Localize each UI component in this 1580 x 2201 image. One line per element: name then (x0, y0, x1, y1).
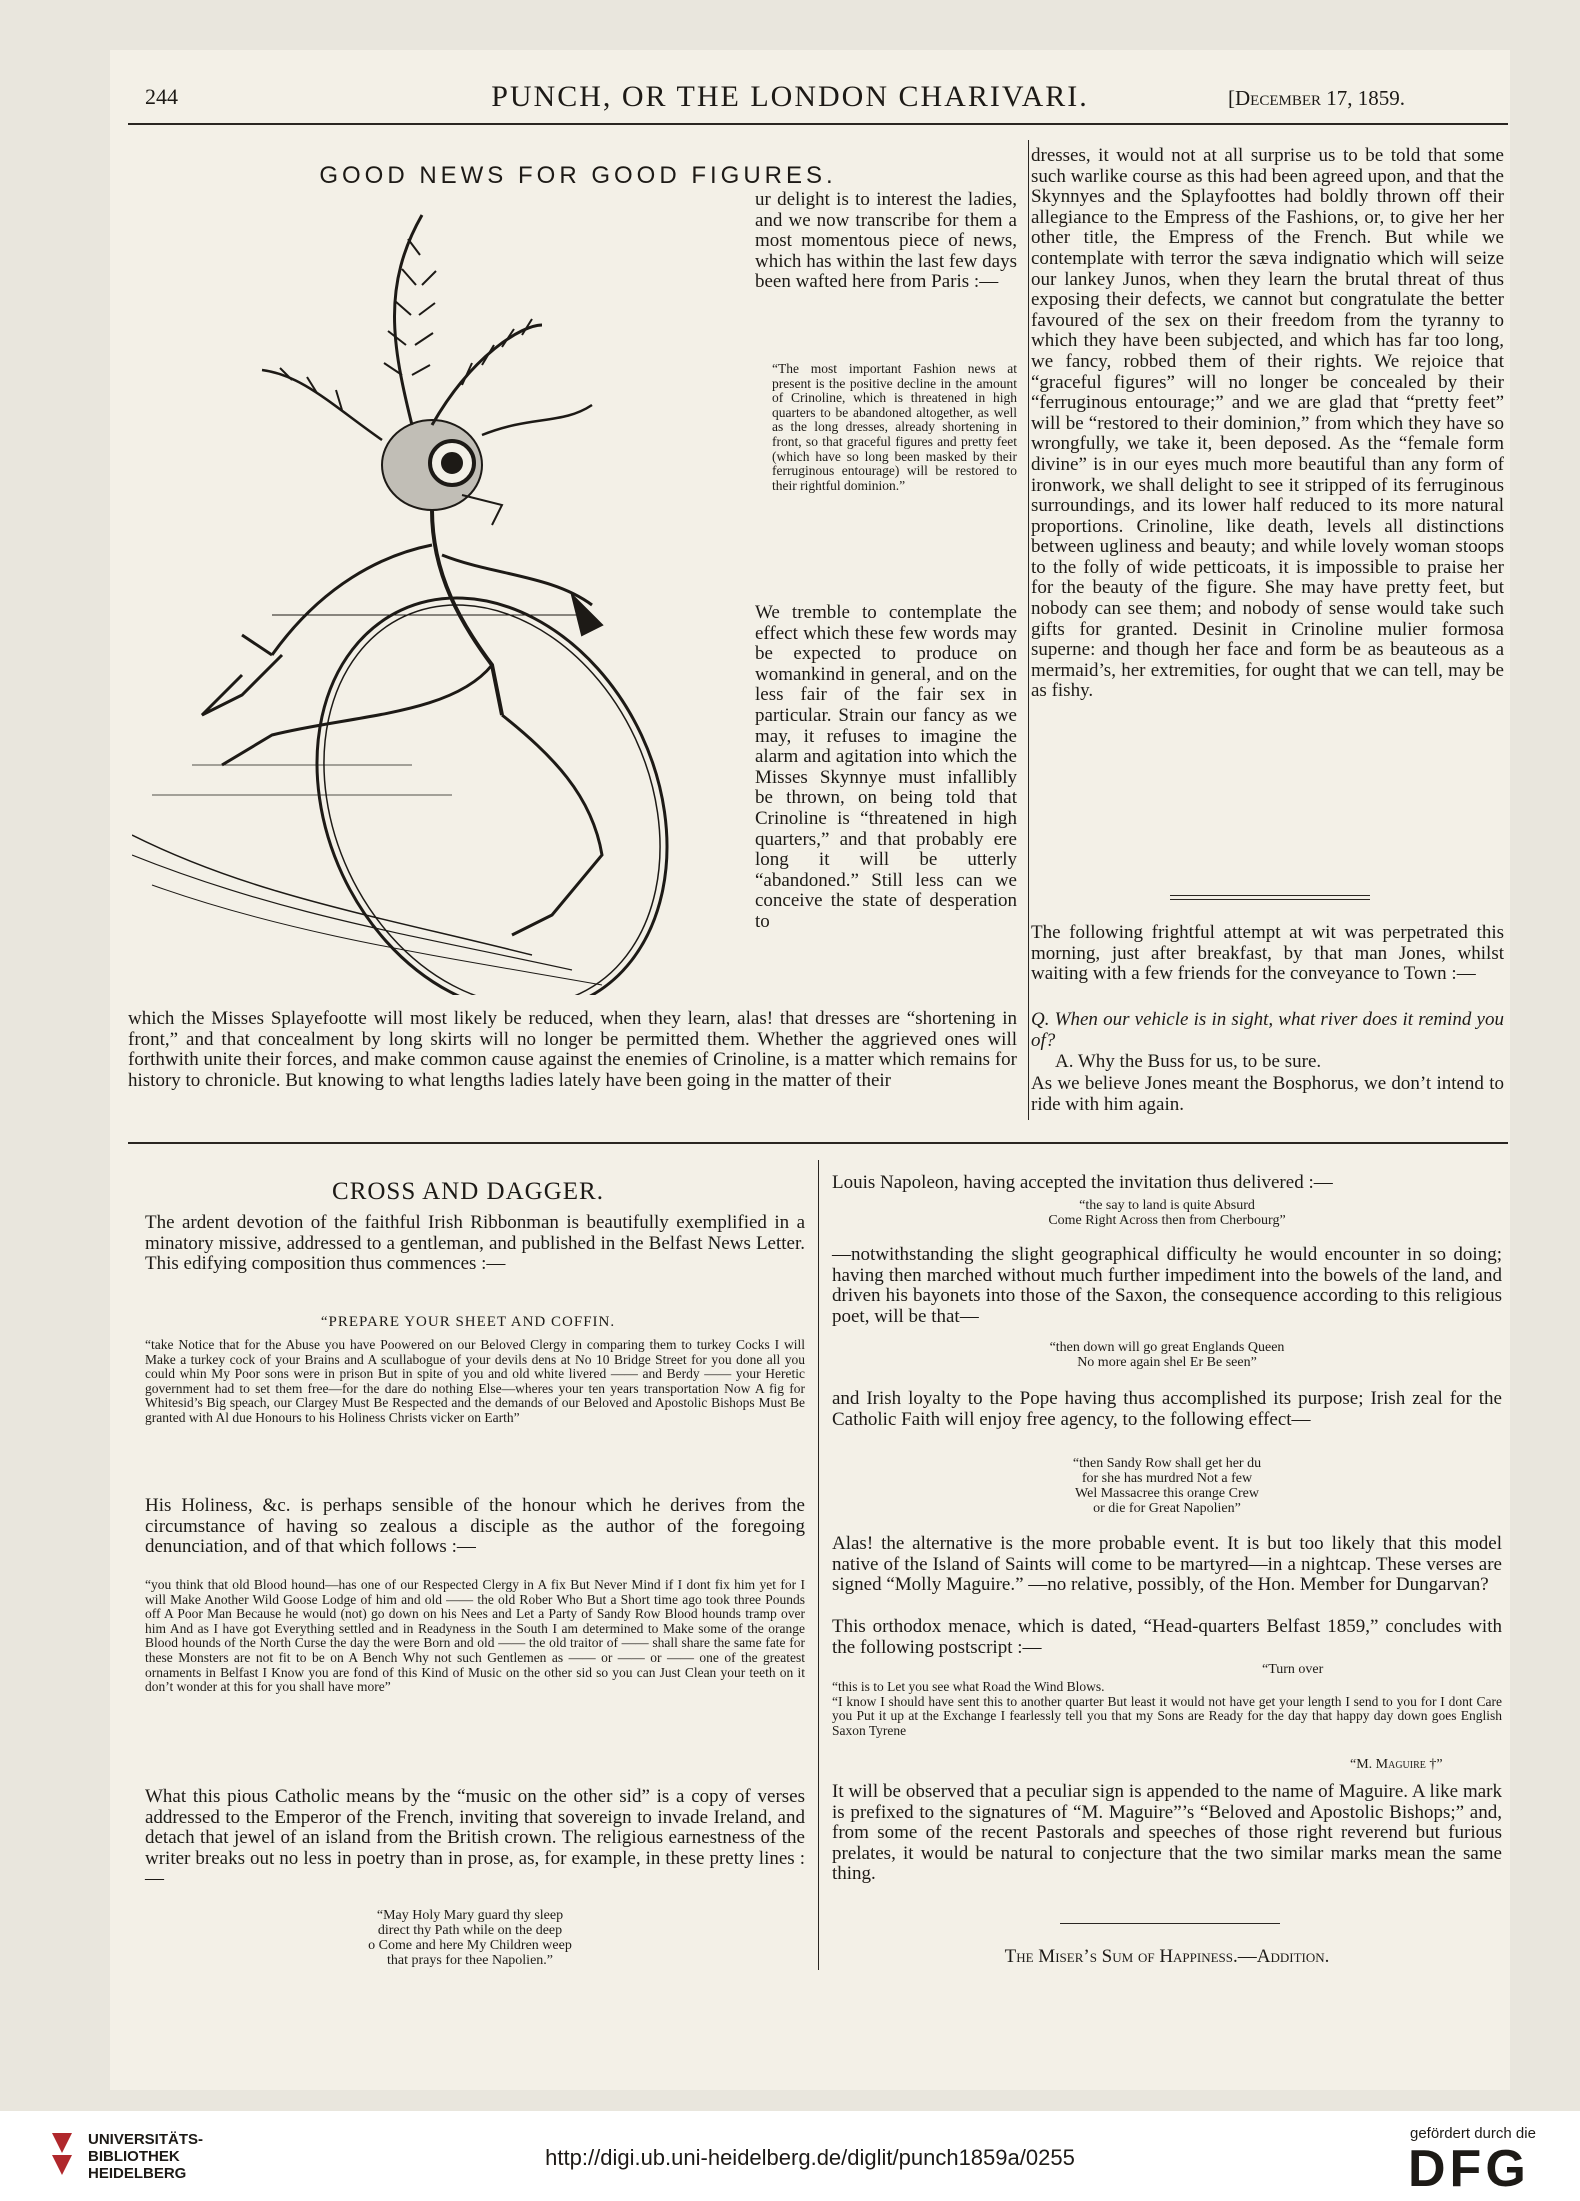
article2-para7: Alas! the alternative is the more probable event. It is but too likely that this model native of the Island of Saints will come to be martyred—in a nightcap. These verses are signed “Molly Maguire.” —no relative, possibly, of the Hon. Member for Dungarvan? (832, 1533, 1502, 1596)
joke-intro: The following frightful attempt at wit was perpetrated this morning, just after breakfast, by that man Jones, whilst waiting with a few friends for the conveyance to Town :— (1031, 922, 1504, 985)
permalink-url[interactable]: http://digi.ub.uni-heidelberg.de/diglit/punch1859a/0255 (545, 2145, 1075, 2170)
verse-napolien: “May Holy Mary guard thy sleep direct thy Path while on the deep o Come and here My Children weep that prays for thee Napolien.” (368, 1908, 572, 1968)
separator-short (1170, 895, 1370, 896)
article2-para5: —notwithstanding the slight geographical difficulty he would encounter in so doing; having then marched without much further impediment into the bowels of the land, and driven his bayonets into those of the Saxon, the consequence according to this religious poet, will be that— (832, 1244, 1502, 1327)
article2-para4: Louis Napoleon, having accepted the invitation thus delivered :— (832, 1172, 1333, 1193)
column-rule-top (1028, 140, 1029, 1120)
separator-miser (1060, 1923, 1280, 1924)
article1-quote: “The most important Fashion news at present is the positive decline in the amount of Crinoline, which is threatened in high quarters to be abandoned altogether, as well as the long dresses, already shortening in front, so that graceful figures and pretty feet (which have so long been masked by their ferruginous entourage) will be restored to their rightful dominion.” (772, 361, 1017, 493)
article2-para2: His Holiness, &c. is perhaps sensible of the honour which he derives from the circumstance of having so zealous a disciple as the author of the foregoing denunciation, and of that which follows :— (145, 1495, 805, 1558)
article-title-good-news: GOOD NEWS FOR GOOD FIGURES. (319, 162, 837, 189)
verse-cherbourg: “the say to land is quite Absurd Come Right Across then from Cherbourg” (1048, 1198, 1286, 1228)
article2-para1: The ardent devotion of the faithful Irish Ribbonman is beautifully exemplified in a minatory missive, addressed to a gentleman, and published in the Belfast News Letter. This edifying composition thus commences :— (145, 1212, 805, 1275)
letter-subhead: “PREPARE YOUR SHEET AND COFFIN. (320, 1314, 616, 1330)
issue-date: [December 17, 1859. (1228, 86, 1405, 110)
article1-continued: dresses, it would not at all surprise us to be told that some such warlike course as this had been agreed upon, and that the Skynnyes and the Splayfoottes had boldly thrown off their allegiance to the Empress of the Fashions, or, to give her her other title, the Empress of the French. But while we contemplate with terror the sæva indignatio which will seize our lankey Junos, when they learn the brutal threat of thus exposing their defects, we cannot but congratulate the better favoured of the sex on their freedom from the tyranny to which they have been subjected, and which has far too long, we fancy, robbed them of their rights. We rejoice that “graceful figures” will no longer be concealed by their “ferruginous entourage;” and we are glad that “pretty feet” will be “restored to their dominion,” from which they have so wrongfully, we take it, been deposed. As the “female form divine” is in our eyes much more beautiful than any form of ironwork, we shall delight to see it stripped of its ferruginous surroundings, and its lower half reduced to its more natural proportions. Crinoline, like death, levels all distinctions between ugliness and beauty; and while lovely woman stoops to the folly of wide petticoats, it is impossible to praise her for the beauty of the figure. She may have pretty feet, but nobody can see them; and nobody of sense would take such gifts for granted. Desinit in Crinoline mulier formosa superne: and though her face and form be as beauteous as a mermaid’s, her extremities, for ought that we can tell, may be as fishy. (1031, 145, 1504, 702)
verse-sandy-row: “then Sandy Row shall get her du for she has murdred Not a few Wel Massacree this orange Crew or die for Great Napolien” (1072, 1456, 1262, 1516)
page-number: 244 (145, 84, 178, 109)
library-logo-icon (48, 2129, 76, 2177)
joke-question: Q. When our vehicle is in sight, what river does it remind you of? (1031, 1009, 1504, 1051)
postscript: “this is to Let you see what Road the Wind Blows. “I know I should have sent this to another quarter But least it would not have get your length I send to you for I dont Care you Put it up at the Exchange I fearlessly tell you that my Sons are Ready for the day that happy day down goes English Saxon Tyrene (832, 1679, 1502, 1738)
article1-para2: We tremble to contemplate the effect which these few words may be expected to produce on womankind in general, and on the less fair of the fair sex in particular. Strain our fancy as we may, it refuses to imagine the alarm and agitation into which the Misses Skynnye must infallibly be thrown, on being told that Crinoline is “threatened in high quarters,” and that probably ere long it will be utterly “abandoned.” Still less can we conceive the state of desperation to (755, 602, 1017, 932)
separator-short-2 (1170, 899, 1370, 900)
article2-para8: This orthodox menace, which is dated, “Head-quarters Belfast 1859,” concludes with the following postscript :— (832, 1616, 1502, 1658)
section-rule (128, 1142, 1508, 1144)
column-rule-bottom (818, 1160, 819, 1970)
article-title-cross-and-dagger: CROSS AND DAGGER. (332, 1178, 604, 1205)
funding-note: gefördert durch die (1410, 2125, 1536, 2142)
article1-para3: which the Misses Splayefootte will most likely be reduced, when they learn, alas! that dresses are “shortening in front,” and that concealment by long skirts will no longer be permitted them. Whether the aggrieved ones will forthwith unite their forces, and make common cause against the enemies of Crinoline, is a matter which remains for history to chronicle. But knowing to what lengths ladies lately have been going in the matter of their (128, 1008, 1017, 1091)
turn-over-note: “Turn over (1262, 1662, 1324, 1677)
joke-answer: A. Why the Buss for us, to be sure. (1055, 1051, 1322, 1072)
library-name: UNIVERSITÄTS- BIBLIOTHEK HEIDELBERG (88, 2131, 204, 2182)
signature: “M. Maguire †” (1350, 1757, 1443, 1772)
threat-letter-1: “take Notice that for the Abuse you have Poowered on our Beloved Clergy in comparing them to turkey Cocks I will Make a turkey cock of your Brains and A scullabogue of your devils dens at No 10 Bridge Street for you done all you could whin My Poor sons were in prison But in spite of you and old white livered —— and Berdy —— your Heretic government had to set them free—for the dare do nothing Else—wheres your ten years transportation Now A fig for Whitesid’s Big speach, our Clargey Must Be Respected and the demands of our Beloved and Apostolic Bishops Must Be granted with Al due Honours to his Holiness Christs vicker on Earth” (145, 1337, 805, 1425)
article2-para9: It will be observed that a peculiar sign is appended to the name of Maguire. A like mark is prefixed to the signatures of “M. Maguire”’s “Beloved and Apostolic Bishops;” and, from some of the recent Pastorals and speeches of those right reverend but furious prelates, it would be natural to conjecture that the two similar marks mean the same thing. (832, 1781, 1502, 1885)
crinoline-cartoon-illustration (132, 195, 752, 995)
article1-opening: ur delight is to interest the ladies, and we now transcribe for them a most momentous piece of news, which has within the last few days been wafted here from Paris :— (755, 189, 1017, 293)
article2-para6: and Irish loyalty to the Pope having thus accomplished its purpose; Irish zeal for the Catholic Faith will enjoy free agency, to the following effect— (832, 1388, 1502, 1430)
masthead-title: PUNCH, OR THE LONDON CHARIVARI. (491, 80, 1089, 113)
joke-closing: As we believe Jones meant the Bosphorus, we don’t intend to ride with him again. (1031, 1073, 1504, 1115)
miser-epigram: The Miser’s Sum of Happiness.—Addition. (1004, 1946, 1330, 1967)
threat-letter-2: “you think that old Blood hound—has one of our Respected Clergy in A fix But Never Mind if I dont fix him yet for I will Make Another Wild Goose Lodge of him and old —— the old Rober Who But a Short time ago took three Pounds off A Poor Man Because he would (not) go down on his Nees and Let a Party of Sandy Row Blood hounds tramp over him And as I have got Everything settled and in Readyness in the South I am determined to Make some of the orange Blood hounds of the North Curse the day the were Born and old —— the old traitor of —— shall share the same fate for these Monsters are not fit to be on A Bench Why not such Gentlemen as —— or —— or —— one of the greatest ornaments in Belfast I Know you are fond of this Kind of Music on the other sid so you can Just Clean your teeth on it don’t wonder at this for you shall have more” (145, 1577, 805, 1695)
header-rule (128, 123, 1508, 125)
footer-banner (0, 2111, 1580, 2201)
article2-para3: What this pious Catholic means by the “music on the other sid” is a copy of verses addressed to the Emperor of the French, inviting that sovereign to invade Ireland, and detach that jewel of an island from the British crown. The religious earnestness of the writer breaks out no less in poetry than in prose, as, for example, in these pretty lines :— (145, 1786, 805, 1890)
verse-queen: “then down will go great Englands Queen No more again shel Er Be seen” (1049, 1340, 1285, 1370)
dfg-logo: DFG (1408, 2140, 1530, 2198)
